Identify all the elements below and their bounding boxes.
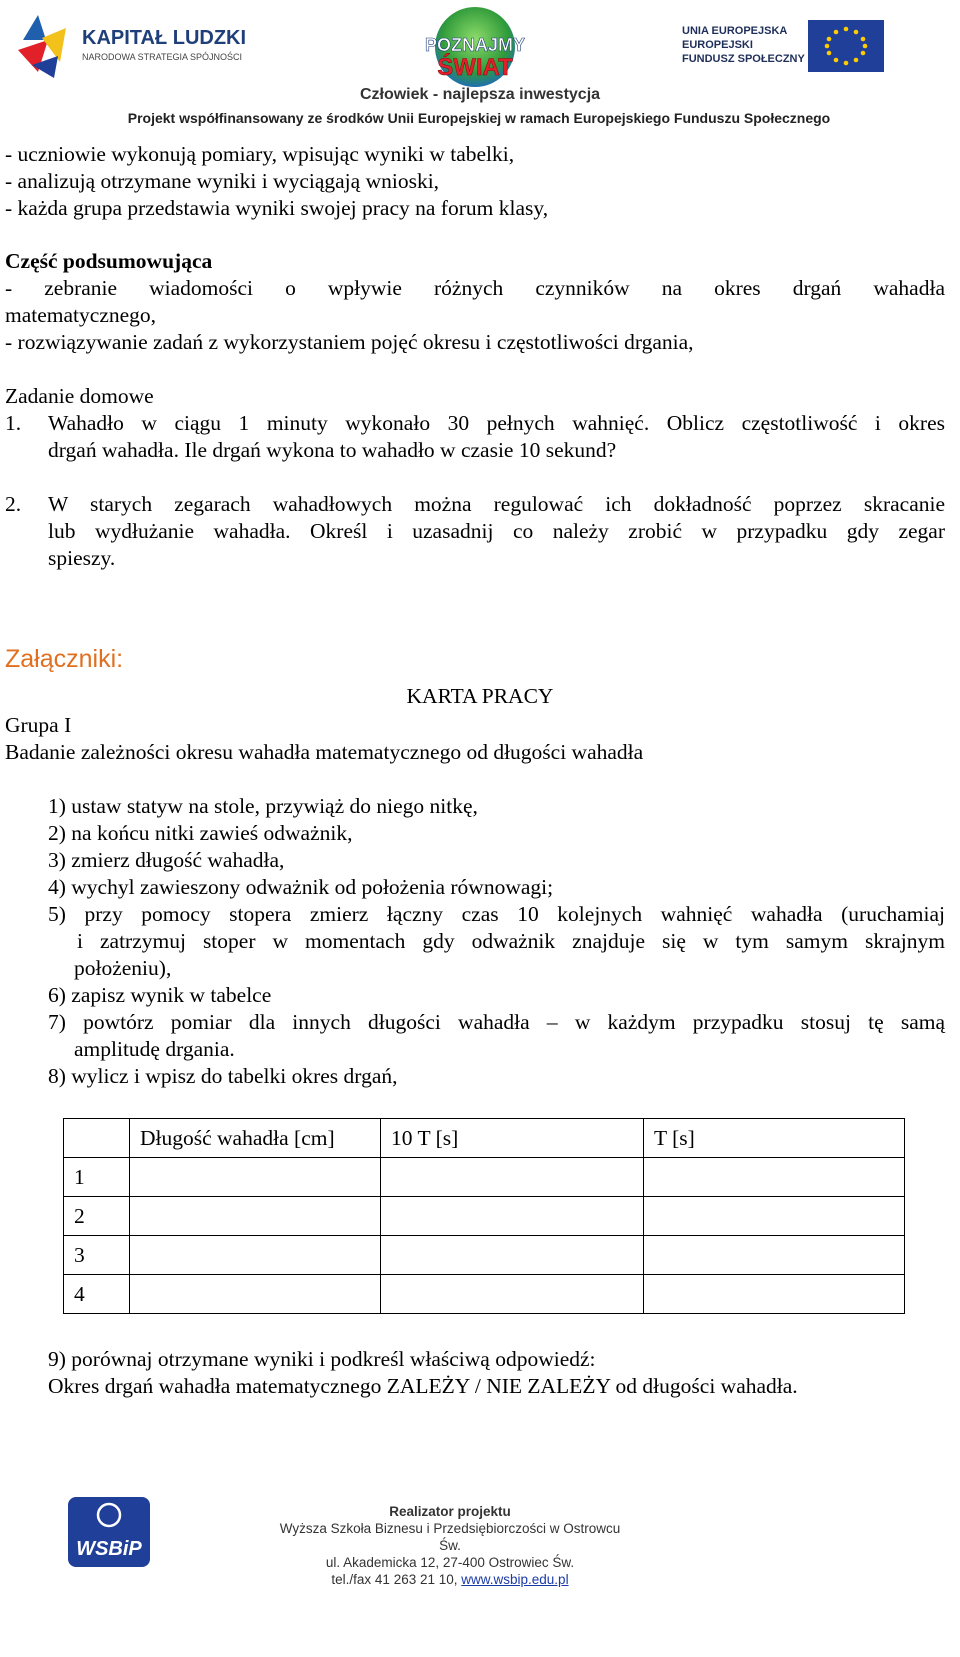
wsbip-logo bbox=[68, 1497, 150, 1567]
instruction-step: 7) powtórz pomiar dla innych długości wahadła – w każdym przypadku stosuj tę samą bbox=[48, 1010, 945, 1034]
summary-title: Część podsumowująca bbox=[5, 249, 213, 273]
table-header-cell: 10 T [s] bbox=[381, 1119, 644, 1158]
instruction-step: amplitudę drgania. bbox=[74, 1037, 235, 1061]
instruction-step: i zatrzymuj stoper w momentach gdy odważnik znajduje się w tym samym skrajnym bbox=[77, 929, 945, 953]
svg-text:FUNDUSZ SPOŁECZNY: FUNDUSZ SPOŁECZNY bbox=[682, 53, 805, 65]
row-number: 4 bbox=[64, 1275, 130, 1314]
t-cell[interactable] bbox=[644, 1275, 905, 1314]
instruction-step: 2) na końcu nitki zawieś odważnik, bbox=[48, 821, 353, 845]
footer-website-link[interactable]: www.wsbip.edu.pl bbox=[461, 1572, 569, 1587]
attachments-title: Załączniki: bbox=[5, 645, 124, 673]
task-number: 2. bbox=[5, 492, 22, 516]
task-text: lub wydłużanie wahadła. Określ i uzasadnij co należy zrobić w przypadku gdy zegar bbox=[48, 519, 945, 543]
kapital-ludzki-logo bbox=[18, 10, 288, 80]
instruction-step: 8) wylicz i wpisz do tabelki okres drgań, bbox=[48, 1064, 398, 1088]
summary-line: matematycznego, bbox=[5, 303, 157, 327]
conclusion-line: Okres drgań wahadła matematycznego ZALEŻY / NIE ZALEŻY od długości wahadła. bbox=[48, 1374, 798, 1398]
intro-line: - analizują otrzymane wyniki i wyciągają wnioski, bbox=[5, 169, 440, 193]
length-cell[interactable] bbox=[130, 1275, 381, 1314]
row-number: 1 bbox=[64, 1158, 130, 1197]
group-label: Grupa I bbox=[5, 713, 72, 737]
eu-efs-logo bbox=[680, 18, 930, 82]
length-cell[interactable] bbox=[130, 1197, 381, 1236]
table-header-cell: T [s] bbox=[644, 1119, 905, 1158]
footer-phone: tel./fax 41 263 21 10, bbox=[331, 1572, 462, 1587]
svg-text:UNIA EUROPEJSKA: UNIA EUROPEJSKA bbox=[682, 25, 788, 37]
t-cell[interactable] bbox=[644, 1197, 905, 1236]
task-text: Wahadło w ciągu 1 minuty wykonało 30 pełnych wahnięć. Oblicz częstotliwość i okres bbox=[48, 411, 945, 435]
ten-t-cell[interactable] bbox=[381, 1197, 644, 1236]
ten-t-cell[interactable] bbox=[381, 1275, 644, 1314]
svg-text:KAPITAŁ LUDZKI: KAPITAŁ LUDZKI bbox=[82, 27, 247, 49]
worksheet-title: KARTA PRACY bbox=[406, 684, 554, 708]
header-motto: Człowiek - najlepsza inwestycja bbox=[359, 86, 601, 103]
task-text: W starych zegarach wahadłowych można regulować ich dokładność poprzez skracanie bbox=[48, 492, 945, 516]
footer-title: Realizator projektu bbox=[389, 1504, 511, 1519]
footer-contact bbox=[270, 1503, 630, 1588]
header-funding-note: Projekt współfinansowany ze środków Unii Europejskiej w ramach Europejskiego Funduszu Społecznego bbox=[127, 110, 831, 126]
table-row bbox=[64, 1236, 905, 1275]
instruction-step: położeniu), bbox=[74, 956, 172, 980]
table-row bbox=[64, 1197, 905, 1236]
summary-line: - rozwiązywanie zadań z wykorzystaniem pojęć okresu i częstotliwości drgania, bbox=[5, 330, 694, 354]
instruction-step: 9) porównaj otrzymane wyniki i podkreśl właściwą odpowiedź: bbox=[48, 1347, 596, 1371]
footer-line bbox=[270, 1571, 630, 1588]
instruction-step: 4) wychyl zawieszony odważnik od położenia równowagi; bbox=[48, 875, 554, 899]
svg-text:EUROPEJSKI: EUROPEJSKI bbox=[682, 39, 753, 51]
length-cell[interactable] bbox=[130, 1236, 381, 1275]
table-row bbox=[64, 1275, 905, 1314]
intro-line: - każda grupa przedstawia wyniki swojej pracy na forum klasy, bbox=[5, 196, 549, 220]
summary-line: - zebranie wiadomości o wpływie różnych czynników na okres drgań wahadła bbox=[5, 276, 945, 300]
svg-text:POZNAJMY: POZNAJMY bbox=[424, 35, 526, 55]
row-number: 2 bbox=[64, 1197, 130, 1236]
footer-line: Wyższa Szkoła Biznesu i Przedsiębiorczości w Ostrowcu Św. bbox=[279, 1521, 621, 1553]
homework-title: Zadanie domowe bbox=[5, 384, 154, 408]
task-text: spieszy. bbox=[48, 546, 116, 570]
instruction-step: 1) ustaw statyw na stole, przywiąż do niego nitkę, bbox=[48, 794, 478, 818]
instruction-step: 5) przy pomocy stopera zmierz łączny czas 10 kolejnych wahnięć wahadła (uruchamiaj bbox=[48, 902, 945, 926]
table-header-row bbox=[64, 1119, 905, 1158]
svg-text:WSBiP: WSBiP bbox=[76, 1538, 142, 1560]
task-number: 1. bbox=[5, 411, 22, 435]
footer-line: ul. Akademicka 12, 27-400 Ostrowiec Św. bbox=[325, 1555, 575, 1570]
ten-t-cell[interactable] bbox=[381, 1158, 644, 1197]
svg-text:ŚWIAT: ŚWIAT bbox=[437, 54, 513, 81]
row-number: 3 bbox=[64, 1236, 130, 1275]
instruction-step: 6) zapisz wynik w tabelce bbox=[48, 983, 272, 1007]
table-header-cell bbox=[64, 1119, 130, 1158]
instruction-step: 3) zmierz długość wahadła, bbox=[48, 848, 285, 872]
svg-text:NARODOWA STRATEGIA SPÓJNOŚCI: NARODOWA STRATEGIA SPÓJNOŚCI bbox=[82, 52, 243, 62]
t-cell[interactable] bbox=[644, 1236, 905, 1275]
table-row bbox=[64, 1158, 905, 1197]
worksheet-subject: Badanie zależności okresu wahadła matematycznego od długości wahadła bbox=[5, 740, 644, 764]
table-header-cell: Długość wahadła [cm] bbox=[130, 1119, 381, 1158]
page-header bbox=[0, 0, 960, 140]
length-cell[interactable] bbox=[130, 1158, 381, 1197]
t-cell[interactable] bbox=[644, 1158, 905, 1197]
task-text: drgań wahadła. Ile drgań wykona to wahadło w czasie 10 sekund? bbox=[48, 438, 617, 462]
intro-line: - uczniowie wykonują pomiary, wpisując wyniki w tabelki, bbox=[5, 142, 515, 166]
results-table bbox=[63, 1118, 905, 1314]
ten-t-cell[interactable] bbox=[381, 1236, 644, 1275]
